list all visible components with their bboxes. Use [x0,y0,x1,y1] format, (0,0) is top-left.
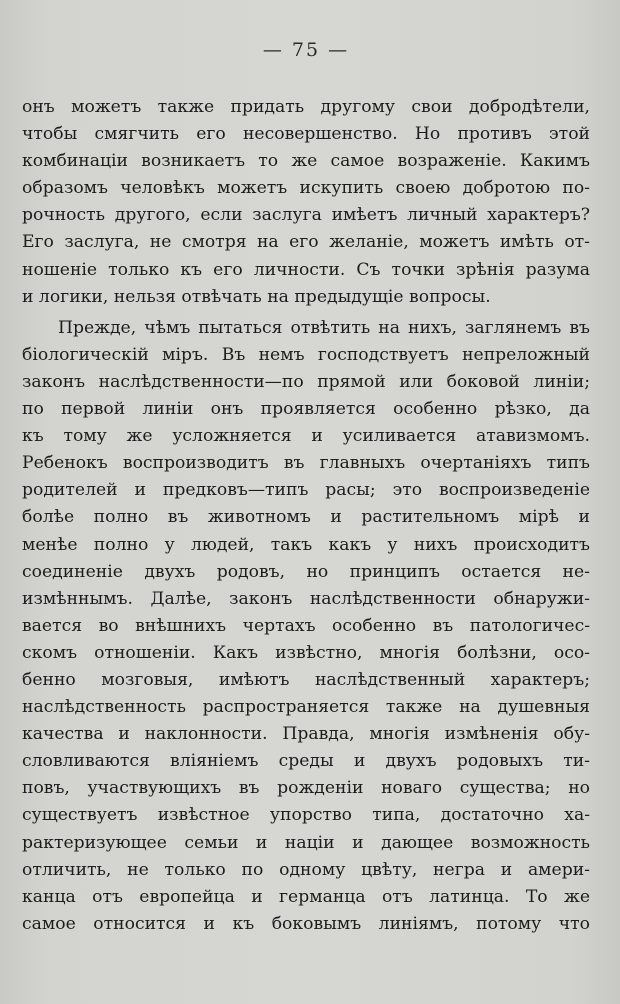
text-line: повъ, участвующихъ въ рожденіи новаго существа; но [22,778,590,799]
text-line: измѣннымъ. Далѣе, законъ наслѣдственности обнаружи- [22,588,590,609]
text-line: законъ наслѣдственности—по прямой или боковой линіи; [22,371,590,392]
text-line: по первой линіи онъ проявляется особенно рѣзко, да [22,399,590,420]
text-line: рактеризующее семьи и націи и дающее возможность [22,832,590,853]
text-line: отличить, не только по одному цвѣту, негра и амери- [22,859,590,880]
text-line: словливаются вліяніемъ среды и двухъ родовыхъ ти- [22,751,590,772]
text-line: существуетъ извѣстное упорство типа, достаточно ха- [22,805,590,826]
text-line: онъ можетъ также придать другому свои добродѣтели, [22,97,590,117]
paragraph-1 [22,94,590,311]
page-number: — 75 — [262,39,350,61]
text-line: родителей и предковъ—типъ расы; это воспроизведеніе [22,480,590,501]
text-line: Прежде, чѣмъ пытаться отвѣтить на нихъ, заглянемъ въ [58,317,590,338]
text-line: ношеніе только къ его личности. Съ точки зрѣнія разума [22,259,590,280]
text-line: біологическій міръ. Въ немъ господствуетъ непреложный [22,344,590,365]
text-line: качества и наклонности. Правда, многія измѣненія обу- [22,724,590,745]
text-line: Ребенокъ воспроизводитъ въ главныхъ очертаніяхъ типъ [22,453,590,474]
text-line: Его заслуга, не смотря на его желаніе, можетъ имѣть от- [22,232,590,253]
text-line: и логики, нельзя отвѣчать на предыдущіе вопросы. [22,286,491,307]
text-line: бенно мозговыя, имѣютъ наслѣдственный характеръ; [22,669,590,690]
text-line: наслѣдственность распространяется также на душевныя [22,697,590,718]
text-body [22,94,590,938]
text-line: соединеніе двухъ родовъ, но принципъ остается не- [22,561,590,582]
text-line: комбинаціи возникаетъ то же самое возраженіе. Какимъ [22,151,590,172]
text-line: рочность другого, если заслуга имѣетъ личный характеръ? [22,205,590,226]
text-line: скомъ отношеніи. Какъ извѣстно, многія болѣзни, осо- [22,642,590,663]
text-line: чтобы смягчить его несовершенство. Но противъ этой [22,124,590,145]
text-line: менѣе полно у людей, такъ какъ у нихъ происходитъ [22,534,590,555]
text-line: вается во внѣшнихъ чертахъ особенно въ патологичес- [22,615,590,636]
text-line: образомъ человѣкъ можетъ искупить своею добротою по- [22,178,590,199]
text-line: самое относится и къ боковымъ линіямъ, потому что [22,913,590,934]
paragraph-2 [22,315,590,938]
text-line: болѣе полно въ животномъ и растительномъ мірѣ и [22,507,590,528]
text-line: къ тому же усложняется и усиливается атавизмомъ. [22,426,590,447]
text-line: канца отъ европейца и германца отъ латинца. То же [22,886,590,907]
